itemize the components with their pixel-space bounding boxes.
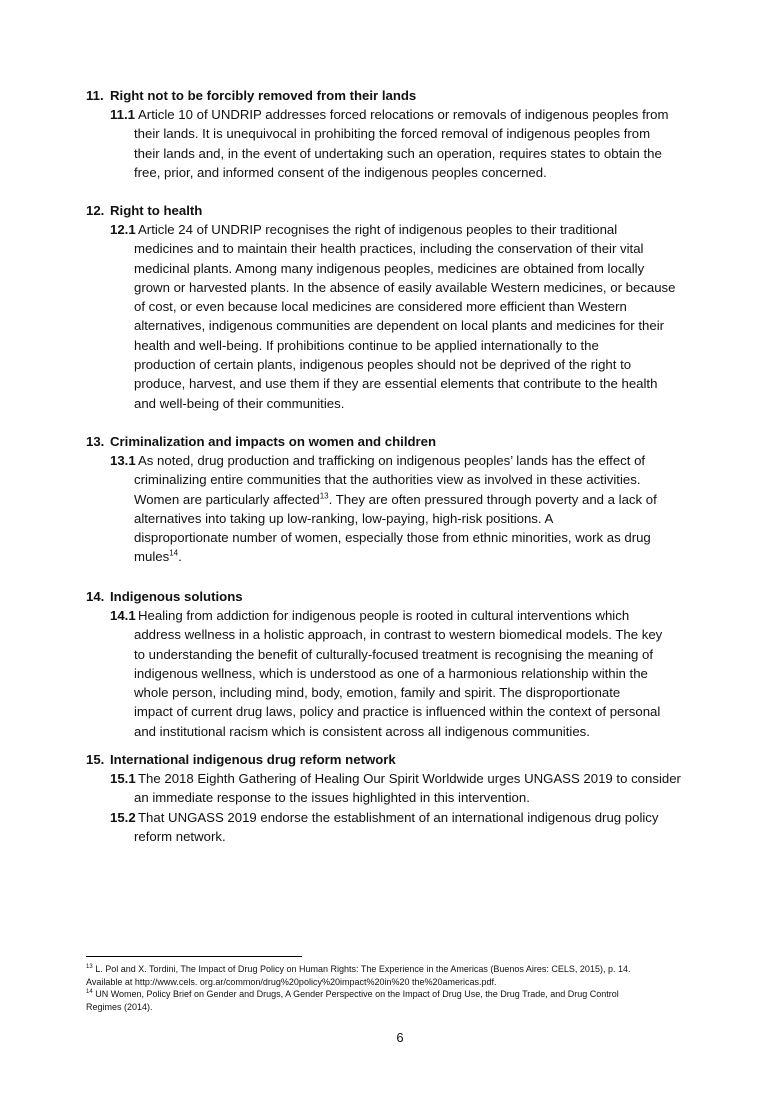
paragraph-text: Women are particularly affected xyxy=(134,491,320,507)
footnote-separator xyxy=(86,956,302,957)
paragraph-line: their lands and, in the event of undertaking such an operation, requires states to obtain the xyxy=(134,145,662,161)
paragraph-line: impact of current drug laws, policy and practice is influenced within the context of personal xyxy=(134,704,661,720)
section-15 xyxy=(86,750,696,846)
paragraph-line: free, prior, and informed consent of the indigenous peoples concerned. xyxy=(134,164,547,180)
paragraph-text: . xyxy=(178,549,182,565)
paragraph-line: criminalizing entire communities that the authorities view as involved in these activities. xyxy=(134,472,641,488)
section-14 xyxy=(86,587,696,741)
paragraph-line: reform network. xyxy=(134,828,226,844)
section-number: 13. xyxy=(86,434,105,449)
paragraph-line: That UNGASS 2019 endorse the establishment of an international indigenous drug policy xyxy=(138,809,659,825)
paragraph-line: of cost, or even because local medicines are considered more efficient than Western xyxy=(134,299,627,315)
paragraph-line: and institutional racism which is consistent across all indigenous communities. xyxy=(134,723,590,739)
paragraph-line: produce, harvest, and use them if they are essential elements that contribute to the health xyxy=(134,376,658,392)
paragraph-line: disproportionate number of women, especially those from ethnic minorities, work as drug xyxy=(134,530,651,546)
section-number: 15. xyxy=(86,752,105,767)
paragraph-line: address wellness in a holistic approach, in contrast to western biomedical models. The key xyxy=(134,627,663,643)
footnote-14 xyxy=(86,988,706,1001)
subsection-number: 11.1 xyxy=(110,107,135,122)
subsection-number: 15.1 xyxy=(110,771,136,786)
paragraph-line: health and well-being. If prohibitions continue to be applied internationally to the xyxy=(134,337,599,353)
subsection-14-1 xyxy=(110,606,696,741)
paragraph-line: their lands. It is unequivocal in prohibiting the forced removal of indigenous peoples from xyxy=(134,126,651,142)
paragraph-line: As noted, drug production and trafficking on indigenous peoples’ lands has the effect of xyxy=(138,453,646,468)
section-12 xyxy=(86,201,696,413)
subsection-11-1 xyxy=(110,105,696,182)
paragraph-line: production of certain plants, indigenous peoples should not be deprived of the right to xyxy=(134,357,632,373)
section-title: Indigenous solutions xyxy=(110,589,243,604)
paragraph-line: alternatives, indigenous communities are dependent on local plants and medicines for their xyxy=(134,318,665,334)
footnote-text: L. Pol and X. Tordini, The Impact of Drug Policy on Human Rights: The Experience in the Americas (Buenos Aires: CELS, 2015), p. 14. xyxy=(92,964,631,974)
paragraph-line: medicinal plants. Among many indigenous peoples, medicines are obtained from locally xyxy=(134,260,645,276)
paragraph-line: Article 10 of UNDRIP addresses forced relocations or removals of indigenous peoples from xyxy=(138,107,669,122)
section-heading xyxy=(86,750,696,769)
paragraph-line: Healing from addiction for indigenous people is rooted in cultural interventions which xyxy=(138,608,630,623)
paragraph-line: medicines and to maintain their health practices, including the conservation of their vital xyxy=(134,241,644,257)
section-title: Criminalization and impacts on women and children xyxy=(110,434,437,449)
paragraph-line: to understanding the benefit of culturally-focused treatment is recognising the meaning of xyxy=(134,646,654,662)
subsection-number: 13.1 xyxy=(110,453,136,468)
footnote-mark: 13 xyxy=(86,964,93,970)
paragraph-line xyxy=(134,547,696,566)
section-number: 14. xyxy=(86,589,105,604)
paragraph-text: mules xyxy=(134,549,170,565)
paragraph-line: and well-being of their communities. xyxy=(134,395,345,411)
subsection-number: 14.1 xyxy=(110,608,136,623)
section-heading xyxy=(86,587,696,606)
paragraph-line: indigenous wellness, which is understood as one of a harmonious relationship within the xyxy=(134,665,648,681)
paragraph-text: . They are often pressured through poverty and a lack of xyxy=(328,491,657,507)
footnote-14-continued: Regimes (2014). xyxy=(86,1001,153,1012)
paragraph-line xyxy=(134,490,696,509)
section-heading xyxy=(86,201,696,220)
section-heading xyxy=(86,432,696,451)
paragraph-line: Article 24 of UNDRIP recognises the right of indigenous peoples to their traditional xyxy=(138,222,618,237)
footnote-mark: 14 xyxy=(86,989,93,995)
section-title: Right not to be forcibly removed from their lands xyxy=(110,88,417,103)
footnote-text: UN Women, Policy Brief on Gender and Drugs, A Gender Perspective on the Impact of Drug Use, the Drug Trade, and Drug Control xyxy=(92,989,619,999)
paragraph-line: The 2018 Eighth Gathering of Healing Our Spirit Worldwide urges UNGASS 2019 to consider xyxy=(138,771,681,786)
subsection-13-1 xyxy=(110,451,696,567)
subsection-15-1 xyxy=(110,769,696,808)
paragraph-line: alternatives into taking up low-ranking, low-paying, high-risk positions. A xyxy=(134,510,554,526)
footnote-13 xyxy=(86,963,706,976)
page-number: 6 xyxy=(396,1030,404,1045)
footnote-13-continued[interactable]: Available at http://www.cels. org.ar/common/drug%20policy%20impact%20in%20 the%20americas.pdf. xyxy=(86,976,497,987)
section-title: Right to health xyxy=(110,203,203,218)
section-11 xyxy=(86,86,696,182)
paragraph-line: grown or harvested plants. In the absence of easily available Western medicines, or because xyxy=(134,279,676,295)
section-heading xyxy=(86,86,696,105)
subsection-15-2 xyxy=(110,808,696,847)
subsection-number: 15.2 xyxy=(110,809,136,825)
footnote-ref[interactable]: 13 xyxy=(319,491,329,501)
footnote-ref[interactable]: 14 xyxy=(169,549,179,559)
section-number: 11. xyxy=(86,88,104,103)
footnotes xyxy=(86,963,706,1013)
subsection-number: 12.1 xyxy=(110,222,136,237)
section-title: International indigenous drug reform network xyxy=(110,752,396,767)
paragraph-line: whole person, including mind, body, emotion, family and spirit. The disproportionate xyxy=(134,685,621,701)
subsection-12-1 xyxy=(110,220,696,413)
section-13 xyxy=(86,432,696,567)
section-number: 12. xyxy=(86,203,105,218)
paragraph-line: an immediate response to the issues highlighted in this intervention. xyxy=(134,790,530,806)
